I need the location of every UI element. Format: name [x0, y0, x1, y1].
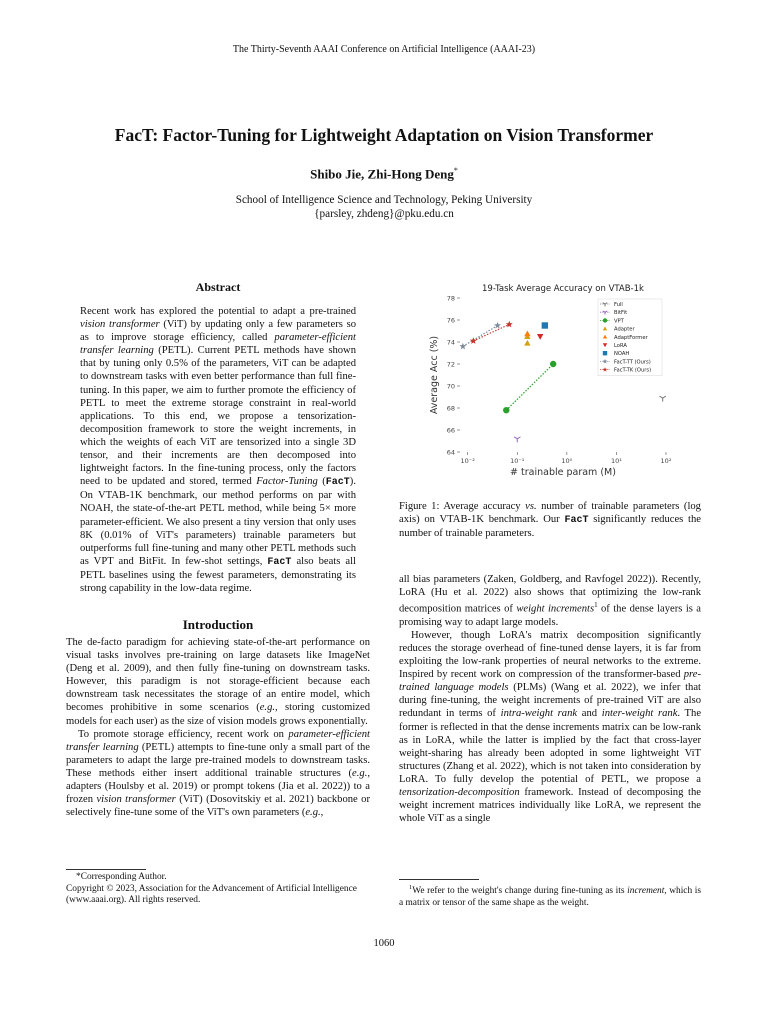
right-footnote-rule: [399, 879, 479, 880]
introduction-text: [66, 636, 370, 819]
y-tick-label: 78: [446, 294, 455, 303]
point-vpt: [550, 361, 556, 367]
corresponding-author-note: *Corresponding Author.: [76, 872, 167, 882]
right-p1-sup: 1: [594, 601, 598, 610]
right-p2d: . The former is reflected in that the dense increments matrix can be low-rank as in LoRA, while the latter is implied by the fact that cross-layer weight-sharing has already been adopted in some lightweight ViT structures (Zhang et al. 2022), which is not taken into consideration by LoRA. To fully develop the potential of PETL, we propose a: [399, 708, 702, 785]
x-axis-label: # trainable param (M): [510, 467, 616, 478]
legend-label-adapter: Adapter: [614, 326, 635, 333]
intro-p1: The de-facto paradigm for achieving state-of-the-art performance on visual tasks involves pre-training on large datasets like ImageNet (Deng et al. 2009), and then fully fine-tuning on downstream tasks. However, this paradigm is not storage-efficient because each downstream task necessitates the storage of an entire model, which becomes prohibitive in some scenarios (: [66, 637, 370, 714]
figure-caption: [399, 500, 701, 540]
authors: [0, 166, 768, 182]
abstract-s3: (PETL). Current PETL methods have shown that by tuning only 0.5% of the parameters, ViT can be adapted to downstream tasks with even better performance than full fine-tuning. In this paper, we aim to further promote the efficiency of PETL to meet the extreme storage constraint in real-world applications. To this end, we propose a tensorization-decomposition framework to store the weight increments, in which the weights of each ViT are tensorized into a single 3D tensor, and their increments are then decomposed into lightweight factors. In the fine-tuning process, only the factors need to be updated and stored, termed: [80, 345, 356, 488]
legend-marker-noah: [603, 351, 607, 355]
y-tick-label: 76: [446, 316, 455, 325]
abstract-s5: ). On VTAB-1K benchmark, our method performs on par with NOAH, the state-of-the-art PETL method, while being 5× more parameter-efficient. We also present a tiny version that only uses 8K (0.01% of ViT's parameters) trainable parameters but outperforms full fine-tuning and many other PETL methods such as VPT and BitFit. In few-shot settings,: [80, 476, 356, 567]
copyright-note: Copyright © 2023, Association for the Advancement of Artificial Intelligence (www.aaai.org). All rights reserved.: [66, 883, 357, 905]
abstract-s4: (: [317, 476, 326, 488]
x-tick-label: 10⁻¹: [510, 457, 525, 465]
y-axis-label: Average Acc (%): [429, 335, 440, 415]
right-p1-em: weight increments: [516, 603, 595, 615]
right-column-text: [399, 573, 701, 825]
right-p2c: and: [577, 708, 602, 720]
y-tick-label: 70: [446, 382, 455, 391]
author-names: Shibo Jie, Zhi-Hong Deng: [310, 166, 454, 182]
footnote-sup: 1: [409, 884, 413, 891]
footnote-b: , which is a matrix or tensor of the same shape as the weight.: [399, 886, 702, 908]
abstract-s2: (ViT) by updating only a few parameters so as to improve storage efficiency, called: [80, 319, 357, 344]
legend-label-adaptformer: AdaptFormer: [614, 334, 648, 341]
intro-p2-em3: vision transformer: [96, 794, 176, 806]
abstract-heading: Abstract: [195, 280, 241, 294]
x-tick-label: 10²: [660, 457, 672, 465]
abstract-code1: FacT: [325, 477, 350, 489]
chart-legend: [598, 299, 662, 376]
left-footnote-rule: [66, 869, 146, 870]
right-footnote: [399, 882, 701, 909]
intro-p2-em1: parameter-efficient transfer learning: [66, 728, 370, 753]
abstract-em3: Factor-Tuning: [256, 476, 318, 488]
intro-p2b: (PETL) attempts to fine-tune only a small part of the parameters to adapt the large pre-trained models to downstream tasks. These methods either insert additional trainable structures (: [66, 741, 370, 779]
abstract-em1: vision transformer: [80, 319, 160, 331]
abstract-text: [80, 305, 356, 595]
x-tick-label: 10⁰: [561, 457, 573, 465]
caption-em: vs.: [525, 501, 537, 512]
right-p2b: (PLMs) (Wang et al. 2022), we infer that during fine-tuning, the weight increments of pre-trained ViT are also redundant in terms of: [399, 682, 701, 720]
abstract-em2: parameter-efficient transfer learning: [80, 332, 356, 357]
point-noah: [542, 322, 548, 328]
y-tick-label: 64: [446, 448, 455, 457]
x-tick-label: 10¹: [610, 457, 622, 465]
legend-label-vpt: VPT: [614, 318, 624, 325]
intro-p2-em2: e.g.: [352, 767, 368, 779]
caption-c: significantly reduces the number of trainable parameters.: [399, 514, 701, 540]
legend-label-full: Full: [614, 302, 623, 308]
intro-p2-em4: e.g.: [305, 807, 321, 819]
footnote-a: We refer to the weight's change during fine-tuning as its: [412, 886, 628, 897]
right-p2e: framework. Instead of decomposing the weight increment matrices individually like LoRA, we represent the whole ViT as a single: [399, 787, 701, 825]
email: {parsley, zhdeng}@pku.edu.cn: [314, 208, 454, 220]
legend-label-bitfit: BitFit: [614, 310, 628, 317]
footnote-em: increment: [627, 886, 665, 897]
accuracy-vs-params-chart: [420, 278, 700, 478]
intro-p2c: , adapters (Houlsby et al. 2019) or prompt tokens (Jia et al. 2022)) to a frozen: [66, 767, 370, 806]
left-footnotes: [66, 872, 370, 907]
chart-title: 19-Task Average Accuracy on VTAB-1k: [482, 284, 644, 294]
right-p1b: of the dense layers is a promising way to adapt large models.: [399, 603, 701, 628]
caption-b: number of trainable parameters (log axis) on VTAB-1K benchmark. Our: [399, 501, 701, 526]
legend-label-fact-tk-ours: FacT-TK (Ours): [614, 367, 652, 374]
x-ticks: [461, 452, 672, 465]
legend-label-lora: LoRA: [614, 343, 627, 349]
y-tick-label: 68: [446, 404, 455, 413]
y-tick-label: 72: [446, 360, 455, 369]
author-mark: *: [453, 166, 458, 175]
conference-header: The Thirty-Seventh AAAI Conference on Artificial Intelligence (AAAI-23): [232, 44, 536, 55]
y-ticks: [447, 295, 460, 457]
right-p2-em4: tensorization-decomposition: [399, 787, 520, 799]
abstract-s1: Recent work has explored the potential to adapt a pre-trained: [80, 306, 356, 317]
caption-a: Figure 1: Average accuracy: [399, 501, 526, 512]
affiliation: School of Intelligence Science and Technology, Peking University: [235, 194, 533, 206]
page-number: 1060: [373, 938, 395, 949]
introduction-heading: Introduction: [182, 617, 254, 632]
abstract-code2: FacT: [267, 556, 292, 568]
legend-label-fact-tt-ours: FacT-TT (Ours): [614, 359, 651, 366]
right-p2-em3: inter-weight rank: [601, 708, 678, 720]
legend-marker-vpt: [603, 318, 607, 322]
intro-p2d: (ViT) (Dosovitskiy et al. 2021) backbone or selectively fine-tune some of the ViT's own parameters (: [66, 794, 370, 819]
abstract-s6: also beats all PETL baselines using the fewest parameters, demonstrating its strong capability in the low-data regime.: [80, 555, 356, 594]
paper-title: FacT: Factor-Tuning for Lightweight Adaptation on Vision Transformer: [114, 125, 654, 145]
right-p1: all bias parameters (Zaken, Goldberg, and Ravfogel 2022)). Recently, LoRA (Hu et al. 2022) also shows that optimizing the low-rank decomposition matrices of: [399, 574, 701, 615]
right-p2-em1: pre-trained language models: [399, 669, 701, 694]
intro-p2e: ,: [320, 807, 324, 819]
point-vpt: [503, 407, 509, 413]
y-tick-label: 74: [446, 338, 455, 347]
intro-p1-em: e.g.: [259, 702, 276, 714]
intro-p2a: To promote storage efficiency, recent work on: [78, 728, 289, 740]
intro-p1b: , storing customized models for each user) as the size of vision models grows exponentially.: [66, 702, 371, 727]
legend-label-noah: NOAH: [614, 351, 630, 358]
x-tick-label: 10⁻²: [460, 457, 475, 465]
right-p2-em2: intra-weight rank: [500, 708, 578, 720]
y-tick-label: 66: [446, 426, 455, 435]
affiliation-block: [0, 193, 768, 221]
caption-code: FacT: [564, 515, 589, 527]
right-p2a: However, though LoRA's matrix decomposition significantly reduces the storage overhead of fine-tuned dense layers, it is far from exploiting the low-rank properties of neural networks to the extreme. Inspired by recent work on compression of the transformer-based: [399, 629, 701, 681]
